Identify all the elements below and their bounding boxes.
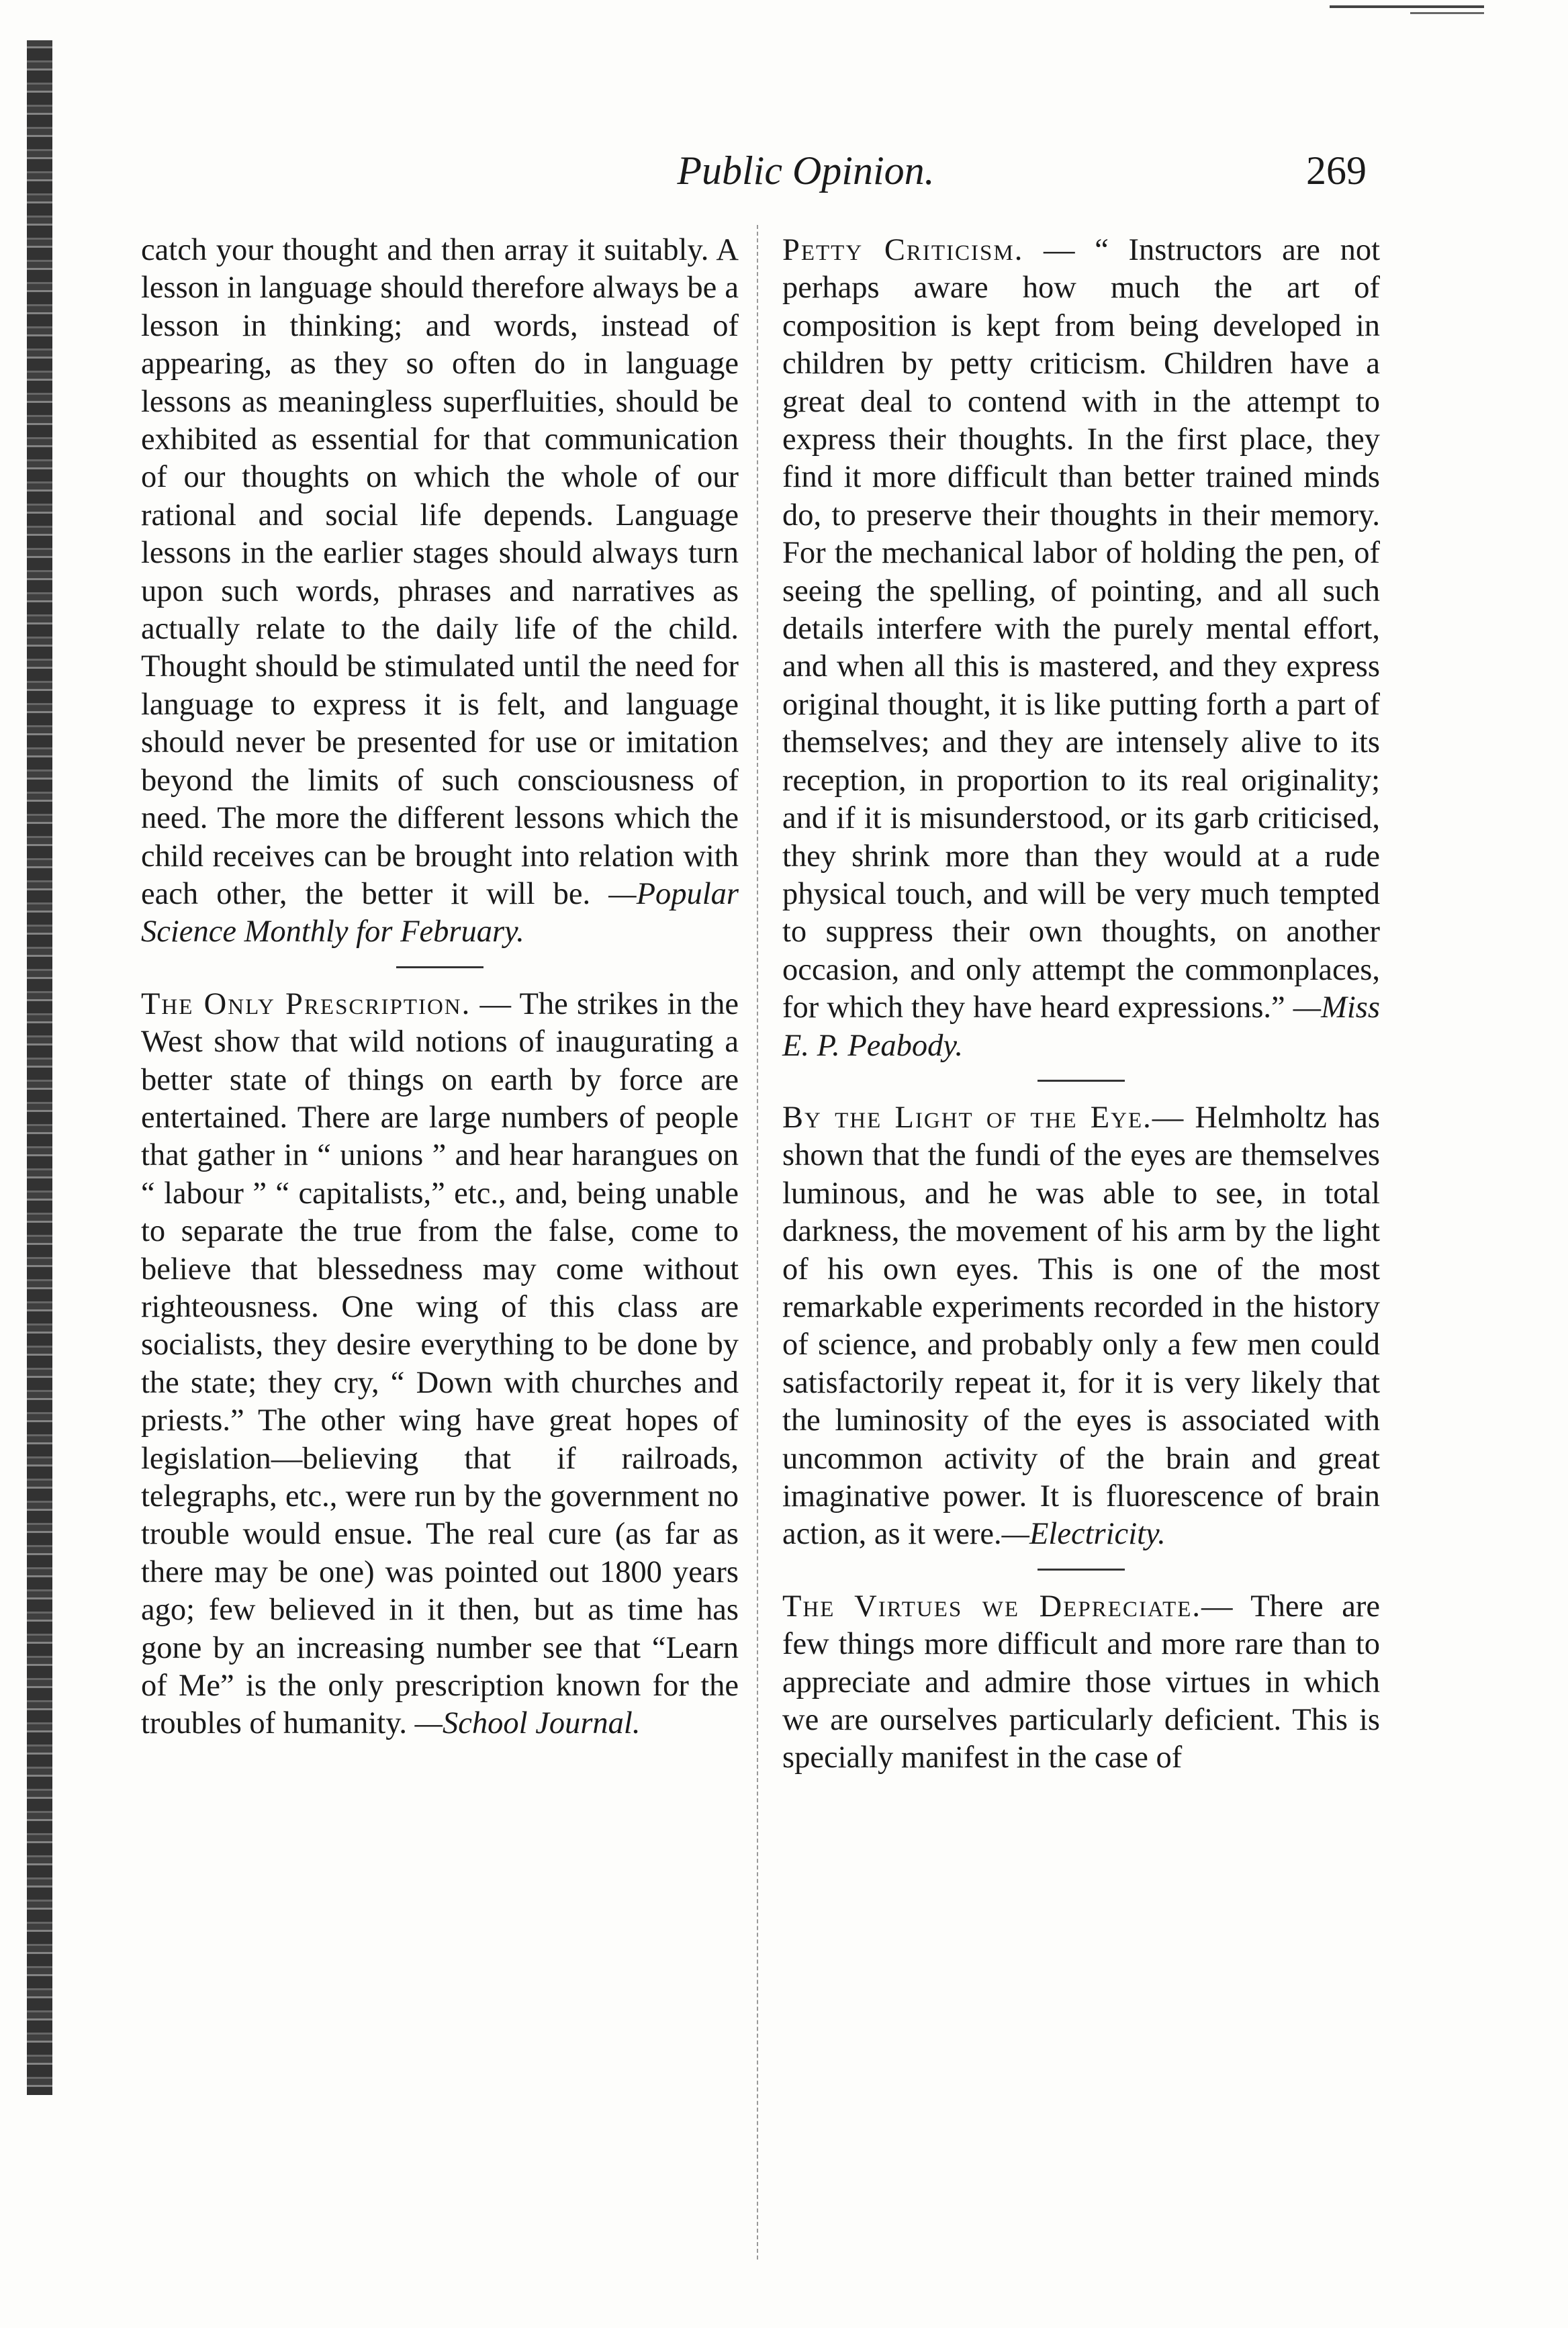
article-continuation: [141, 232, 739, 951]
article-attribution: —School Journal.: [414, 1706, 641, 1741]
section-rule: [396, 966, 483, 968]
section-rule: [1037, 1080, 1125, 1082]
article-petty-criticism: [782, 232, 1380, 1065]
article-only-prescription: [141, 986, 739, 1743]
left-column: [141, 232, 739, 1743]
article-continuation-text: catch your thought and then array it suitably. A lesson in language should therefore always be a lesson in thinking; and words, instead of appearing, as they so often do in language lessons as meaningless superfluities, should be exhibited as essential for that communication of our thoughts on which the whole of our rational and social life depends. Language lessons in the earlier stages should always turn upon such words, phrases and narratives as actually relate to the daily life of the child. Thought should be stimulated until the need for language to express it is felt, and language should never be presented for use or imitation beyond the limits of such consciousness of need. The more the different lessons which the child receives can be brought into relation with each other, the better it will be.: [141, 233, 739, 911]
book-binding-edge: [27, 40, 52, 2095]
article-continuation-attribution: —Popular Science Monthly for February.: [141, 876, 739, 949]
running-title: Public Opinion.: [677, 148, 935, 193]
page-header: [0, 148, 1568, 208]
article-text: — The strikes in the West show that wild notions of inaugurating a better state of things on earth by force are entertained. There are large numbers of people that gather in “ unions ” and hear harangues on “ labour ” “ capitalists,” etc., and, being unable to separate the true from the false, come to believe that blessedness may come without righteousness. One wing of this class are socialists, they desire everything to be done by the state; they cry, “ Down with churches and priests.” The other wing have great hopes of legislation—believing that if railroads, telegraphs, etc., were run by the government no trouble would ensue. The real cure (as far as there may be one) was pointed out 1800 years ago; few believed in it then, but as time has gone by an increasing number see that “Learn of Me” is the only prescription known for the troubles of humanity.: [141, 986, 739, 1741]
article-text: — Helmholtz has shown that the fundi of the eyes are themselves luminous, and he was able to see, in total darkness, the movement of his arm by the light of his own eyes. This is one of the most remarkable experiments recorded in the history of science, and probably only a few men could satisfactorily repeat it, for it is very likely that the luminosity of the eyes is associated with uncommon activity of the brain and great imaginative power. It is fluorescence of brain action, as it were.: [782, 1100, 1380, 1552]
page-number: 269: [1306, 148, 1367, 193]
article-text: — “ Instructors are not perhaps aware how much the art of composition is kept from being developed in children by petty criticism. Children have a great deal to contend with in the attempt to express their thoughts. In the first place, they find it more difficult than better trained minds do, to preserve their thoughts in their memory. For the mechanical labor of holding the pen, of seeing the spelling, of pointing, and all such details interfere with the purely mental effort, and when all this is mastered, and they express original thought, it is like putting forth a part of themselves; and they are intensely alive to its reception, in proportion to its real originality; and if it is misunderstood, or its garb criticised, they shrink more than they would at a rude physical touch, and will be very much tempted to suppress their own thoughts, on another occasion, and only attempt the commonplaces, for which they have heard expressions.”: [782, 233, 1380, 1025]
article-heading: Petty Criticism.: [782, 233, 1024, 267]
article-virtues: [782, 1588, 1380, 1777]
top-edge-rule-short: [1410, 12, 1484, 14]
article-heading: The Virtues we Depreciate.: [782, 1589, 1202, 1624]
article-text: — There are few things more difficult and more rare than to appreciate and admire those virtues in which we are ourselves particularly deficient. This is specially manifest in the case of: [782, 1589, 1380, 1775]
article-heading: The Only Prescription.: [141, 986, 471, 1021]
section-rule: [1037, 1569, 1125, 1571]
article-light-of-eye: [782, 1099, 1380, 1554]
article-attribution: —Miss E. P. Peabody.: [782, 990, 1380, 1063]
right-column: [782, 232, 1380, 1777]
column-divider: [757, 225, 758, 2260]
top-edge-rule: [1330, 5, 1484, 8]
article-attribution: —Electricity.: [1001, 1517, 1166, 1552]
article-heading: By the Light of the Eye.: [782, 1100, 1152, 1135]
